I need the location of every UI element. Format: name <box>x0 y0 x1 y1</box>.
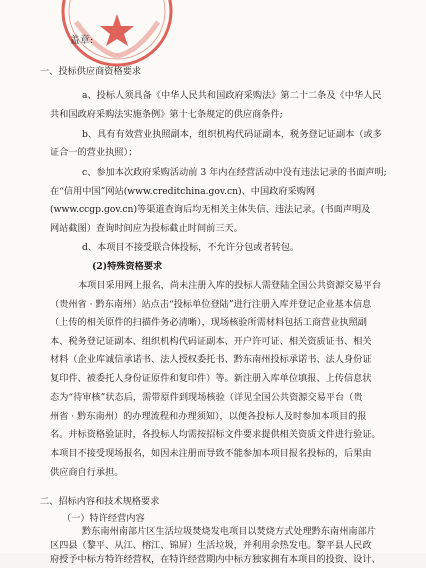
section-2-heading: 二、招标内容和技术规格要求 <box>40 496 160 507</box>
special-requirements-heading: (2)特殊资格要求 <box>92 261 163 272</box>
section-1-heading: 一、投标供应商资格要求 <box>40 66 142 77</box>
special-para-line-6: 复印件、被委托人身份证原件和复印件）等。新注册入库单位填报、上传信息状 <box>50 373 372 384</box>
req-a-line-1: a、投标人须具备《中华人民共和国政府采购法》第二十二条及《中华人民 <box>82 90 382 101</box>
special-para-line-11: 供应商自行承担。 <box>50 467 124 478</box>
req-b-line-1: b、具有有效营业执照副本，组织机构代码证副本，税务登记证副本（或多 <box>82 129 382 140</box>
special-para-line-5: 材料（企业库诚信承诺书、法人授权委托书、黔东南州投标承诺书、法人身份证 <box>50 354 372 365</box>
special-para-line-9: 名。并标资格验证时，各投标人均需按招标文件要求提供相关资质文件进行验证。 <box>50 429 381 440</box>
franchise-para-line-2: 区四县（黎平、从江、榕江、锦屏）生活垃圾，并利用余热发电。黎平县人民政 <box>50 540 372 551</box>
special-para-line-2: （贵州省 · 黔东南州）站点击“投标单位登陆”进行注册入库并登记企业基本信息 <box>50 299 372 310</box>
special-para-line-4: 本、税务登记证副本、组织机构代码证副本、开户许可证、相关资质证书、相关 <box>50 336 372 347</box>
special-para-line-3: （上传的相关原件的扫描件务必清晰），现场核验所需材料包括工商营业执照副 <box>50 317 367 328</box>
req-d-line: d、本项目不接受联合体投标，不允许分包或者转包。 <box>82 242 300 253</box>
req-b-line-2: 证合一的营业执照）； <box>50 147 138 158</box>
req-a-line-2: 共和国政府采购法实施条例》第十七条规定的供应商条件; <box>50 109 283 120</box>
req-c-line-1: c、参加本次政府采购活动前 3 年内在经营活动中没有违法记录的书面声明; <box>82 167 387 178</box>
special-para-line-7: 态为“待审核”状态后，需带原件到现场核验（详见全国公共资源交易平台（贵 <box>50 392 363 403</box>
req-c-line-4: 网站截图）查询时间应为投标截止时间前三天。 <box>50 223 243 234</box>
special-para-line-8: 州省 · 黔东南州）的办理流程和办理须知），以便各投标人及时参加本项目的报 <box>50 411 367 422</box>
franchise-content-heading: （一）特许经营内容 <box>62 513 145 524</box>
franchise-para-line-3: 府授予中标方特许经营权，在特许经营期内中标方独家拥有本项目的投资、设计、 <box>50 554 381 565</box>
special-para-line-10: 本项目不接受现场报名，如因未注册而导致不能参加本项目报名投标的，后果由 <box>50 448 372 459</box>
req-c-line-2: 在“信用中国”网站(www.creditchina.gov.cn)、中国政府采购网 <box>50 186 316 197</box>
seal-label: 盖章: <box>70 35 94 46</box>
franchise-para-line-1: 黔东南州南部片区生活垃圾焚烧发电项目以焚烧方式处理黔东南州南部片 <box>82 526 376 537</box>
special-para-line-1: 本项目采用网上报名，尚未注册入库的投标人需登陆全国公共资源交易平台 <box>78 280 382 291</box>
req-c-line-3: (www.ccgp.gov.cn)等渠道查询后均无相关主体失信、违法记录。(书面声明及 <box>50 204 371 215</box>
